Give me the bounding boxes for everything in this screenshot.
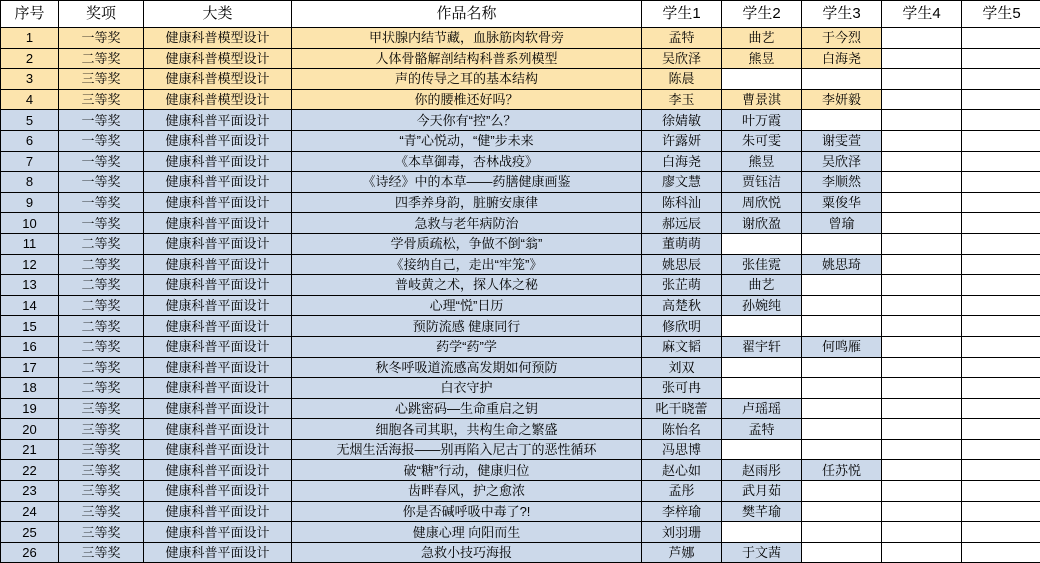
cell-student-1: 李梓瑜 — [642, 501, 722, 522]
cell-award: 二等奖 — [59, 378, 144, 399]
cell-seq: 8 — [1, 172, 59, 193]
cell-seq: 26 — [1, 542, 59, 563]
cell-student-5 — [962, 439, 1040, 460]
cell-category: 健康科普平面设计 — [144, 419, 292, 440]
cell-work-title: 你是否碱呼吸中毒了?! — [292, 501, 642, 522]
cell-student-1: 白海尧 — [642, 151, 722, 172]
cell-award: 二等奖 — [59, 316, 144, 337]
cell-award: 一等奖 — [59, 172, 144, 193]
table-row — [1, 439, 1040, 460]
cell-student-1: 陈怡名 — [642, 419, 722, 440]
table-row — [1, 275, 1040, 296]
cell-student-5 — [962, 213, 1040, 234]
cell-student-3: 李妍毅 — [802, 89, 882, 110]
cell-seq: 17 — [1, 357, 59, 378]
cell-student-5 — [962, 295, 1040, 316]
column-header-award: 奖项 — [59, 1, 144, 28]
cell-student-5 — [962, 28, 1040, 49]
cell-student-4 — [882, 501, 962, 522]
cell-student-3: 曾瑜 — [802, 213, 882, 234]
cell-student-5 — [962, 336, 1040, 357]
cell-work-title: 破“糖”行动，健康归位 — [292, 460, 642, 481]
cell-seq: 4 — [1, 89, 59, 110]
cell-category: 健康科普平面设计 — [144, 213, 292, 234]
cell-seq: 2 — [1, 48, 59, 69]
cell-student-1: 赵心如 — [642, 460, 722, 481]
cell-student-2: 曹景淇 — [722, 89, 802, 110]
cell-work-title: 急救与老年病防治 — [292, 213, 642, 234]
cell-student-1: 麻文韬 — [642, 336, 722, 357]
cell-seq: 20 — [1, 419, 59, 440]
cell-category: 健康科普模型设计 — [144, 89, 292, 110]
cell-category: 健康科普平面设计 — [144, 481, 292, 502]
cell-student-2: 朱可雯 — [722, 130, 802, 151]
cell-category: 健康科普平面设计 — [144, 522, 292, 543]
cell-award: 三等奖 — [59, 481, 144, 502]
table-row — [1, 481, 1040, 502]
cell-seq: 21 — [1, 439, 59, 460]
cell-student-2: 叶万霞 — [722, 110, 802, 131]
cell-category: 健康科普平面设计 — [144, 151, 292, 172]
table-row — [1, 233, 1040, 254]
column-header-student-1: 学生1 — [642, 1, 722, 28]
cell-award: 一等奖 — [59, 192, 144, 213]
table-row — [1, 48, 1040, 69]
cell-student-5 — [962, 130, 1040, 151]
cell-student-5 — [962, 460, 1040, 481]
cell-student-1: 陈晨 — [642, 69, 722, 90]
table-row — [1, 151, 1040, 172]
cell-student-4 — [882, 28, 962, 49]
cell-seq: 18 — [1, 378, 59, 399]
cell-category: 健康科普平面设计 — [144, 336, 292, 357]
column-header-student-2: 学生2 — [722, 1, 802, 28]
table-row — [1, 89, 1040, 110]
cell-student-3 — [802, 378, 882, 399]
cell-student-4 — [882, 254, 962, 275]
cell-student-4 — [882, 69, 962, 90]
cell-work-title: 学骨质疏松，争做不倒“翁” — [292, 233, 642, 254]
cell-student-4 — [882, 398, 962, 419]
table-row — [1, 460, 1040, 481]
table-header-row — [1, 1, 1040, 28]
cell-award: 三等奖 — [59, 501, 144, 522]
cell-student-3 — [802, 501, 882, 522]
cell-seq: 22 — [1, 460, 59, 481]
cell-student-5 — [962, 233, 1040, 254]
cell-seq: 3 — [1, 69, 59, 90]
cell-student-1: 吴欣泽 — [642, 48, 722, 69]
cell-student-3 — [802, 295, 882, 316]
cell-work-title: 《本草御毒，杏林战疫》 — [292, 151, 642, 172]
cell-category: 健康科普模型设计 — [144, 69, 292, 90]
cell-category: 健康科普平面设计 — [144, 378, 292, 399]
cell-seq: 15 — [1, 316, 59, 337]
cell-student-1: 叱干晓蕾 — [642, 398, 722, 419]
cell-student-2 — [722, 69, 802, 90]
cell-student-3: 李顺然 — [802, 172, 882, 193]
column-header-student-3: 学生3 — [802, 1, 882, 28]
cell-student-5 — [962, 275, 1040, 296]
cell-student-2: 樊芊瑜 — [722, 501, 802, 522]
cell-student-1: 廖文慧 — [642, 172, 722, 193]
cell-student-2: 武月茹 — [722, 481, 802, 502]
cell-student-5 — [962, 481, 1040, 502]
table-row — [1, 336, 1040, 357]
cell-student-1: 李玉 — [642, 89, 722, 110]
cell-award: 三等奖 — [59, 398, 144, 419]
cell-student-1: 董萌萌 — [642, 233, 722, 254]
cell-work-title: “青”心悦动，“健”步未来 — [292, 130, 642, 151]
cell-student-4 — [882, 439, 962, 460]
cell-work-title: 无烟生活海报——别再陷入尼古丁的恶性循环 — [292, 439, 642, 460]
cell-student-3 — [802, 69, 882, 90]
cell-student-1: 冯思博 — [642, 439, 722, 460]
cell-student-1: 郝远辰 — [642, 213, 722, 234]
cell-award: 二等奖 — [59, 233, 144, 254]
cell-seq: 12 — [1, 254, 59, 275]
table-row — [1, 69, 1040, 90]
cell-work-title: 《接纳自己，走出“牢笼”》 — [292, 254, 642, 275]
cell-work-title: 人体骨骼解剖结构科普系列模型 — [292, 48, 642, 69]
cell-student-4 — [882, 110, 962, 131]
column-header-work-title: 作品名称 — [292, 1, 642, 28]
cell-student-5 — [962, 542, 1040, 563]
cell-student-4 — [882, 48, 962, 69]
cell-work-title: 心理“悦”日历 — [292, 295, 642, 316]
cell-student-1: 刘羽珊 — [642, 522, 722, 543]
cell-award: 一等奖 — [59, 151, 144, 172]
table-row — [1, 213, 1040, 234]
table-row — [1, 522, 1040, 543]
cell-student-4 — [882, 460, 962, 481]
column-header-category: 大类 — [144, 1, 292, 28]
column-header-student-5: 学生5 — [962, 1, 1040, 28]
cell-work-title: 药学“药”学 — [292, 336, 642, 357]
cell-student-2 — [722, 233, 802, 254]
cell-student-3 — [802, 275, 882, 296]
cell-category: 健康科普平面设计 — [144, 357, 292, 378]
cell-work-title: 预防流感 健康同行 — [292, 316, 642, 337]
cell-student-2: 于文茜 — [722, 542, 802, 563]
cell-student-4 — [882, 213, 962, 234]
cell-student-2: 孙婉纯 — [722, 295, 802, 316]
cell-seq: 19 — [1, 398, 59, 419]
cell-category: 健康科普平面设计 — [144, 439, 292, 460]
cell-student-1: 徐婧敏 — [642, 110, 722, 131]
cell-category: 健康科普平面设计 — [144, 254, 292, 275]
cell-category: 健康科普平面设计 — [144, 192, 292, 213]
table-row — [1, 378, 1040, 399]
cell-work-title: 今天你有“控”么？ — [292, 110, 642, 131]
cell-student-2: 熊昱 — [722, 151, 802, 172]
cell-student-2: 周欣悦 — [722, 192, 802, 213]
table-body — [1, 28, 1040, 563]
cell-student-2 — [722, 378, 802, 399]
cell-category: 健康科普平面设计 — [144, 460, 292, 481]
cell-student-2 — [722, 439, 802, 460]
cell-student-3: 何鸣雁 — [802, 336, 882, 357]
cell-student-3 — [802, 522, 882, 543]
cell-student-2: 卢瑶瑶 — [722, 398, 802, 419]
table-row — [1, 542, 1040, 563]
table-row — [1, 130, 1040, 151]
cell-student-4 — [882, 419, 962, 440]
cell-student-1: 修欣明 — [642, 316, 722, 337]
cell-student-5 — [962, 316, 1040, 337]
cell-student-3 — [802, 357, 882, 378]
cell-student-4 — [882, 89, 962, 110]
table-row — [1, 254, 1040, 275]
cell-student-2 — [722, 316, 802, 337]
cell-student-4 — [882, 316, 962, 337]
cell-category: 健康科普平面设计 — [144, 398, 292, 419]
cell-student-3 — [802, 439, 882, 460]
table-row — [1, 501, 1040, 522]
column-header-student-4: 学生4 — [882, 1, 962, 28]
cell-student-3: 白海尧 — [802, 48, 882, 69]
cell-award: 二等奖 — [59, 357, 144, 378]
cell-award: 一等奖 — [59, 28, 144, 49]
cell-work-title: 你的腰椎还好吗？ — [292, 89, 642, 110]
cell-category: 健康科普平面设计 — [144, 542, 292, 563]
cell-student-2: 翟宇轩 — [722, 336, 802, 357]
cell-student-5 — [962, 501, 1040, 522]
table-row — [1, 192, 1040, 213]
table-row — [1, 28, 1040, 49]
cell-student-3 — [802, 398, 882, 419]
cell-seq: 10 — [1, 213, 59, 234]
cell-student-2: 曲艺 — [722, 275, 802, 296]
cell-work-title: 健康心理 向阳而生 — [292, 522, 642, 543]
cell-student-5 — [962, 357, 1040, 378]
cell-student-2: 贾钰洁 — [722, 172, 802, 193]
cell-student-2 — [722, 522, 802, 543]
cell-student-4 — [882, 130, 962, 151]
cell-student-4 — [882, 275, 962, 296]
cell-award: 一等奖 — [59, 130, 144, 151]
table-row — [1, 110, 1040, 131]
cell-work-title: 《诗经》中的本草——药膳健康画鉴 — [292, 172, 642, 193]
cell-work-title: 齿畔春风，护之愈浓 — [292, 481, 642, 502]
cell-work-title: 白衣守护 — [292, 378, 642, 399]
cell-student-1: 陈科汕 — [642, 192, 722, 213]
cell-student-2: 谢欣盈 — [722, 213, 802, 234]
cell-student-1: 张芷萌 — [642, 275, 722, 296]
cell-work-title: 急救小技巧海报 — [292, 542, 642, 563]
cell-seq: 13 — [1, 275, 59, 296]
cell-seq: 5 — [1, 110, 59, 131]
cell-student-1: 许露妍 — [642, 130, 722, 151]
cell-student-4 — [882, 542, 962, 563]
cell-category: 健康科普平面设计 — [144, 110, 292, 131]
cell-student-3: 谢雯萱 — [802, 130, 882, 151]
cell-category: 健康科普平面设计 — [144, 501, 292, 522]
cell-seq: 25 — [1, 522, 59, 543]
cell-category: 健康科普模型设计 — [144, 48, 292, 69]
table-row — [1, 357, 1040, 378]
cell-award: 二等奖 — [59, 48, 144, 69]
cell-award: 二等奖 — [59, 336, 144, 357]
cell-seq: 1 — [1, 28, 59, 49]
table-row — [1, 316, 1040, 337]
cell-student-1: 刘双 — [642, 357, 722, 378]
cell-award: 三等奖 — [59, 460, 144, 481]
cell-award: 二等奖 — [59, 295, 144, 316]
table-row — [1, 172, 1040, 193]
column-header-seq: 序号 — [1, 1, 59, 28]
cell-student-1: 高楚秋 — [642, 295, 722, 316]
cell-student-5 — [962, 192, 1040, 213]
cell-student-4 — [882, 172, 962, 193]
cell-student-4 — [882, 295, 962, 316]
cell-student-1: 芦娜 — [642, 542, 722, 563]
cell-student-3 — [802, 542, 882, 563]
cell-seq: 11 — [1, 233, 59, 254]
cell-student-3 — [802, 419, 882, 440]
cell-student-2: 张佳霓 — [722, 254, 802, 275]
cell-category: 健康科普平面设计 — [144, 233, 292, 254]
cell-student-1: 姚思辰 — [642, 254, 722, 275]
cell-seq: 24 — [1, 501, 59, 522]
cell-student-3: 粟俊华 — [802, 192, 882, 213]
cell-student-5 — [962, 69, 1040, 90]
cell-seq: 9 — [1, 192, 59, 213]
cell-student-5 — [962, 151, 1040, 172]
cell-work-title: 秋冬呼吸道流感高发期如何预防 — [292, 357, 642, 378]
cell-work-title: 四季养身韵，脏腑安康律 — [292, 192, 642, 213]
cell-student-3: 姚思琦 — [802, 254, 882, 275]
cell-student-4 — [882, 378, 962, 399]
cell-student-5 — [962, 419, 1040, 440]
cell-student-4 — [882, 357, 962, 378]
cell-award: 三等奖 — [59, 89, 144, 110]
cell-student-3 — [802, 316, 882, 337]
cell-award: 一等奖 — [59, 110, 144, 131]
cell-award: 三等奖 — [59, 439, 144, 460]
cell-student-3 — [802, 481, 882, 502]
cell-work-title: 细胞各司其职，共构生命之繁盛 — [292, 419, 642, 440]
cell-award: 三等奖 — [59, 542, 144, 563]
cell-student-4 — [882, 336, 962, 357]
cell-student-1: 孟特 — [642, 28, 722, 49]
cell-student-2: 赵雨彤 — [722, 460, 802, 481]
cell-student-5 — [962, 48, 1040, 69]
table-row — [1, 398, 1040, 419]
cell-student-4 — [882, 151, 962, 172]
cell-student-3 — [802, 110, 882, 131]
cell-student-5 — [962, 378, 1040, 399]
cell-student-3: 任苏悦 — [802, 460, 882, 481]
table-row — [1, 419, 1040, 440]
cell-student-3: 于今烈 — [802, 28, 882, 49]
cell-award: 三等奖 — [59, 69, 144, 90]
cell-student-4 — [882, 522, 962, 543]
cell-award: 三等奖 — [59, 419, 144, 440]
cell-category: 健康科普平面设计 — [144, 275, 292, 296]
cell-work-title: 甲状腺内结节藏，血脉筋肉软骨旁 — [292, 28, 642, 49]
cell-student-3 — [802, 233, 882, 254]
cell-seq: 23 — [1, 481, 59, 502]
cell-award: 二等奖 — [59, 254, 144, 275]
cell-student-2: 孟特 — [722, 419, 802, 440]
cell-category: 健康科普平面设计 — [144, 172, 292, 193]
cell-seq: 14 — [1, 295, 59, 316]
cell-seq: 16 — [1, 336, 59, 357]
cell-seq: 7 — [1, 151, 59, 172]
cell-student-1: 张可冉 — [642, 378, 722, 399]
cell-student-1: 孟彤 — [642, 481, 722, 502]
cell-student-2: 曲艺 — [722, 28, 802, 49]
cell-work-title: 声的传导之耳的基本结构 — [292, 69, 642, 90]
cell-category: 健康科普平面设计 — [144, 295, 292, 316]
table-row — [1, 295, 1040, 316]
cell-student-4 — [882, 233, 962, 254]
cell-award: 二等奖 — [59, 275, 144, 296]
cell-student-5 — [962, 254, 1040, 275]
cell-student-3: 吴欣泽 — [802, 151, 882, 172]
cell-student-5 — [962, 89, 1040, 110]
cell-seq: 6 — [1, 130, 59, 151]
cell-category: 健康科普平面设计 — [144, 316, 292, 337]
cell-category: 健康科普平面设计 — [144, 130, 292, 151]
cell-category: 健康科普模型设计 — [144, 28, 292, 49]
cell-student-2: 熊昱 — [722, 48, 802, 69]
cell-award: 三等奖 — [59, 522, 144, 543]
cell-work-title: 普岐黄之术，探人体之秘 — [292, 275, 642, 296]
cell-student-2 — [722, 357, 802, 378]
cell-student-5 — [962, 110, 1040, 131]
cell-student-4 — [882, 481, 962, 502]
cell-student-5 — [962, 398, 1040, 419]
cell-award: 一等奖 — [59, 213, 144, 234]
cell-student-5 — [962, 522, 1040, 543]
cell-student-4 — [882, 192, 962, 213]
cell-student-5 — [962, 172, 1040, 193]
cell-work-title: 心跳密码—生命重启之钥 — [292, 398, 642, 419]
